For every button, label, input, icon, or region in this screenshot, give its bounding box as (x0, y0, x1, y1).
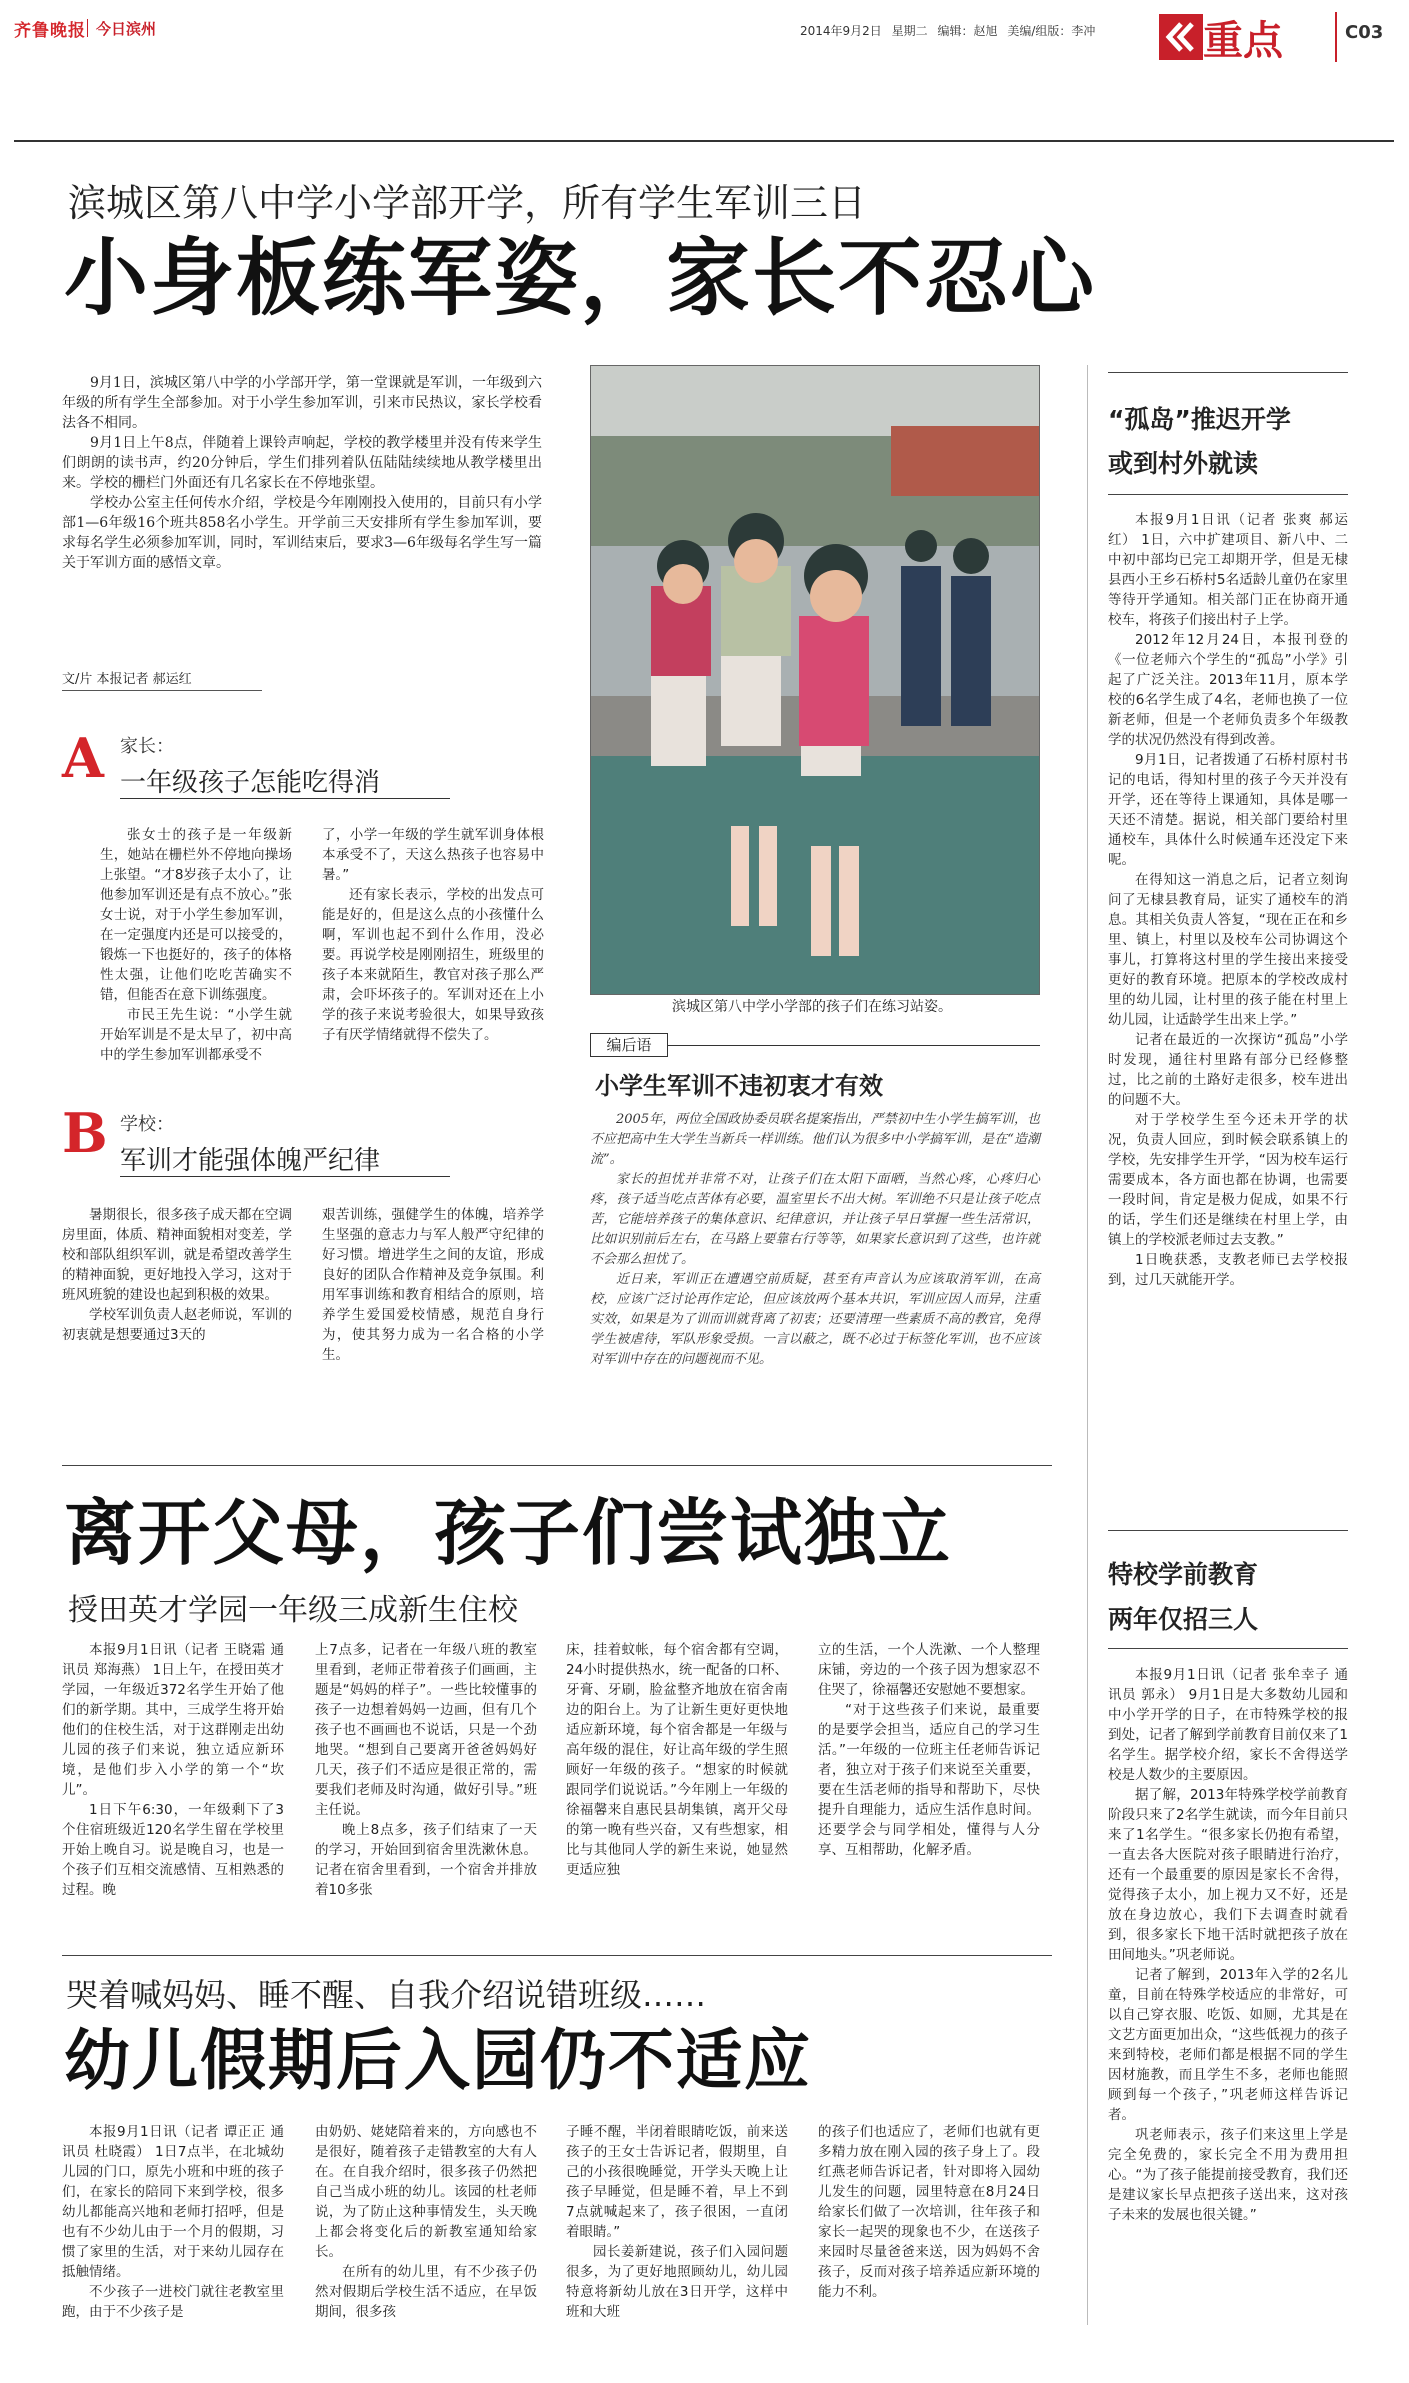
section-b-rule (120, 1176, 450, 1177)
kids-training-photo (590, 365, 1040, 995)
section-a-title: 一年级孩子怎能吃得消 (120, 768, 381, 798)
story2-subhead: 授田英才学园一年级三成新生住校 (68, 1593, 518, 1628)
story2-col3 (566, 1640, 788, 1880)
paragraph: 1日下午6:30，一年级剩下了3个住宿班级近120名学生留在学校里开始上晚自习。说是晚自习，也是一个孩子们互相交流感情、互相熟悉的过程。晚 (62, 1802, 284, 1898)
page-number: C03 (1345, 22, 1384, 43)
paragraph: 2012年12月24日，本报刊登的《一位老师六个学生的“孤岛”小学》引起了广泛关注。2013年11月，原本学校的6名学生成了4名，老师也换了一位新老师，但是一个老师负责多个年级教学的状况仍然没有得到改善。 (1108, 632, 1348, 748)
paragraph: 据了解，2013年特殊学校学前教育阶段只来了2名学生就读，而今年目前只来了1名学生。“很多家长仍抱有希望，一直去各大医院对孩子眼睛进行治疗，还有一个最重要的原因是家长不舍得，觉得孩子太小，加上视力又不好，还是放在身边放心，我们下去调查时就看到，很多家长下地干活时就把孩子放在田间地头。”巩老师说。 (1108, 1787, 1348, 1963)
sidebar2-body (1108, 1665, 1348, 2225)
section-a-tag: 家长： (120, 736, 174, 757)
section-b-tag: 学校： (120, 1114, 174, 1135)
section-a-rule (120, 798, 450, 799)
paragraph: 本报9月1日讯（记者 谭正正 通讯员 杜晓霞） 1日7点半，在北城幼儿园的门口，原先小班和中班的孩子们，在家长的陪同下来到学校，很多幼儿都能高兴地和老师打招呼，但是也有不少幼儿由于一个月的假期，习惯了家里的生活，对于来幼儿园存在抵触情绪。 (62, 2124, 284, 2280)
sidebar1-body (1108, 510, 1348, 1290)
column-divider (1087, 365, 1088, 2325)
paragraph: “对于这些孩子们来说，最重要的是要学会担当，适应自己的学习生活。”一年级的一位班主任老师告诉记者，独立对于孩子们来说至关重要，要在生活老师的指导和帮助下，尽快提升自理能力，适应生活作息时间。还要学会与同学相处，懂得与人分享、互相帮助，化解矛盾。 (818, 1702, 1040, 1858)
paragraph: 本报9月1日讯（记者 张爽 郝运红） 1日，六中扩建项目、新八中、二中初中部均已完工却期开学，但是无棣县西小王乡石桥村5名适龄儿童仍在家里等待开学通知。相关部门正在协商开通校车，将孩子们接出村子上学。 (1108, 512, 1348, 628)
story2-col2 (315, 1640, 537, 1900)
designer-credit: 美编/组版：李冲 (1007, 24, 1096, 38)
paragraph: 艰苦训练，强健学生的体魄，培养学生坚强的意志力与军人般严守纪律的好习惯。增进学生之间的友谊，形成良好的团队合作精神及竞争氛围。利用军事训练和教育相结合的原则，培养学生爱国爱校情感，规范自身行为，使其努力成为一名合格的小学生。 (322, 1207, 544, 1363)
paragraph: 记者在最近的一次探访“孤岛”小学时发现，通往村里路有部分已经修整过，比之前的土路好走很多，校车进出的问题不大。 (1108, 1032, 1348, 1108)
sidebar1-title-line1: “孤岛”推迟开学 (1108, 405, 1291, 434)
paragraph: 不少孩子一进校门就往老教室里跑，由于不少孩子是 (62, 2284, 284, 2320)
story1-byline: 文/片 本报记者 郝运红 (62, 672, 192, 687)
editorial-rule (668, 1045, 1040, 1046)
masthead-divider (1335, 12, 1337, 62)
paragraph: 1日晚获悉，支教老师已去学校报到，过几天就能开学。 (1108, 1252, 1348, 1288)
section-b-col2 (322, 1205, 544, 1365)
story3-col3 (566, 2122, 788, 2322)
paragraph: 上7点多，记者在一年级八班的教室里看到，老师正带着孩子们画画，主题是“妈妈的样子”。一些比较懂事的孩子一边想着妈妈一边画，但有几个孩子也不画画也不说话，只是一个劲地哭。“想到自己要离开爸爸妈妈好几天，孩子们不适应是很正常的，需要我们老师及时沟通，做好引导。”班主任说。 (315, 1642, 537, 1818)
paragraph: 2005年，两位全国政协委员联名提案指出，严禁初中生小学生搞军训，也不应把高中生大学生当新兵一样训练。他们认为很多中小学搞军训，是在“造潮流”。 (590, 1112, 1040, 1167)
paragraph: 巩老师表示，孩子们来这里上学是完全免费的，家长完全不用为费用担心。“为了孩子能提前接受教育，我们还是建议家长早点把孩子送出来，这对孩子未来的发展也很关键。” (1108, 2127, 1348, 2223)
kids-training-illustration (591, 366, 1040, 995)
paragraph: 在得知这一消息之后，记者立刻询问了无棣县教育局，证实了通校车的消息。其相关负责人答复，“现在正在和乡里、镇上，村里以及校车公司协调这个事儿，打算将这村里的学生接出来接受更好的教育环境。把原本的学校改成村里的幼儿园，让村里的孩子能在村里上幼儿园，让适龄学生出来上学。” (1108, 872, 1348, 1028)
sidebar2-title-line1: 特校学前教育 (1108, 1560, 1259, 1589)
paragraph: 本报9月1日讯（记者 王晓霜 通讯员 郑海燕） 1日上午，在授田英才学园，一年级近372名学生开始了他们的新学期。其中，三成学生将开始他们的住校生活，对于这群刚走出幼儿园的孩子们来说，独立适应新环境，是他们步入小学的第一个“坎儿”。 (62, 1642, 284, 1798)
paragraph: 近日来，军训正在遭遇空前质疑，甚至有声音认为应该取消军训，在高校，应该广泛讨论再作定论，但应该放两个基本共识，军训应因人而异，注重实效，如果是为了训而训就背离了初衷；还要清理一些素质不高的教官，免得学生被虐待，军队形象受损。一言以蔽之，既不必过于标签化军训，也不应该对军训中存在的问题视而不见。 (590, 1272, 1040, 1367)
newspaper-brand: 齐鲁晚报 (14, 21, 86, 41)
editor-credit: 编辑：赵旭 (937, 24, 998, 38)
section-a-letter: A (62, 726, 104, 790)
byline-rule (62, 690, 262, 691)
story3-col2 (315, 2122, 537, 2322)
story3-col1 (62, 2122, 284, 2322)
story1-kicker: 滨城区第八中学小学部开学，所有学生军训三日 (68, 181, 867, 225)
photo-caption: 滨城区第八中学小学部的孩子们在练习站姿。 (672, 999, 952, 1015)
paragraph: 还有家长表示，学校的出发点可能是好的，但是这么点的小孩懂什么啊，军训也起不到什么作用，没必要。再说学校是刚刚招生，班级里的孩子本来就陌生，教官对孩子那么严肃，会吓坏孩子的。军训对还在上小学的孩子来说考验很大，如果导致孩子有厌学情绪就得不偿失了。 (322, 887, 544, 1043)
section-a-col2 (322, 825, 544, 1045)
paragraph: 立的生活，一个人洗漱、一个人整理床铺，旁边的一个孩子因为想家忍不住哭了，徐福馨还安慰她不要想家。 (818, 1642, 1040, 1698)
paragraph: 家长的担忧并非常不对，让孩子们在太阳下面晒，当然心疼，心疼归心疼，孩子适当吃点苦体有必要，温室里长不出大树。军训绝不只是让孩子吃点苦，它能培养孩子的集体意识、纪律意识，并让孩子早日掌握一些生活常识，比如识别前后左右，在马路上要靠右行等等，如果家长意识到了这些，也许就不会那么担忧了。 (590, 1172, 1040, 1267)
section-key-label: 重点 (1203, 18, 1283, 64)
paragraph: 暑期很长，很多孩子成天都在空调房里面，体质、精神面貌相对变差，学校和部队组织军训，就是希望改善学生的精神面貌，更好地投入学习，这对于班风班貌的建设也起到积极的效果。 (62, 1207, 292, 1303)
paragraph: 的孩子们也适应了，老师们也就有更多精力放在刚入园的孩子身上了。段红燕老师告诉记者，针对即将入园幼儿发生的问题，园里特意在8月24日给家长们做了一次培训，往年孩子和家长一起哭的现象也不少，在送孩子来园时尽量爸爸来送，因为妈妈不舍孩子，反而对孩子培养适应新环境的能力不利。 (818, 2124, 1040, 2300)
paragraph: 9月1日，记者拨通了石桥村原村书记的电话，得知村里的孩子今天并没有开学，还在等待上课通知，具体是哪一天还不清楚。据说，相关部门要给村里通校车，具体什么时候通车还没定下来呢。 (1108, 752, 1348, 868)
section-b-letter: B (62, 1101, 108, 1165)
paragraph: 学校办公室主任何传水介绍，学校是今年刚刚投入使用的，目前只有小学部1—6年级16个班共858名小学生。开学前三天安排所有学生参加军训，要求每名学生必须参加军训，同时，军训结束后，要求3—6年级每名学生写一篇关于军训方面的感悟文章。 (62, 495, 542, 571)
sidebar1-title-line2: 或到村外就读 (1108, 449, 1259, 478)
double-chevron-left-icon (1159, 14, 1203, 60)
story3-col4 (818, 2122, 1040, 2302)
issue-weekday: 星期二 (891, 24, 928, 38)
paragraph: 对于学校学生至今还未开学的状况，负责人回应，到时候会联系镇上的学校，先安排学生开学，“因为校车运行需要成本，各方面也都在协调，也需要一段时间，肯定是极力促成，如果不行的话，学生们还是继续在村里上学，由镇上的学校派老师过去支教。” (1108, 1112, 1348, 1248)
story3-top-rule (62, 1955, 1052, 1956)
issue-meta (800, 22, 1095, 39)
section-b-col1 (62, 1205, 292, 1345)
sidebar2-bottom-rule (1108, 1648, 1348, 1649)
sidebar2-title-line2: 两年仅招三人 (1108, 1605, 1259, 1634)
paragraph: 记者了解到，2013年入学的2名儿童，目前在特殊学校适应的非常好，可以自己穿衣服、吃饭、如厕，尤其是在文艺方面更加出众，“这些低视力的孩子来到特校，老师们都是根据不同的学生因材施教，而且学生不多，老师也能照顾到每一个孩子，”巩老师这样告诉记者。 (1108, 1967, 1348, 2123)
paragraph: 由奶奶、姥姥陪着来的，方向感也不是很好，随着孩子走错教室的大有人在。在自我介绍时，很多孩子仍然把自己当成小班的幼儿。该园的杜老师说，为了防止这种事情发生，头天晚上都会将变化后的新教室通知给家长。 (315, 2124, 537, 2260)
paragraph: 晚上8点多，孩子们结束了一天的学习，开始回到宿舍里洗漱休息。记者在宿舍里看到，一个宿舍并排放着10多张 (315, 1822, 537, 1898)
paragraph: 9月1日，滨城区第八中学的小学部开学，第一堂课就是军训，一年级到六年级的所有学生全部参加。对于小学生参加军训，引来市民热议，家长学校看法各不相同。 (62, 375, 542, 431)
paragraph: 市民王先生说：“小学生就开始军训是不是太早了，初中高中的学生参加军训都承受不 (100, 1007, 292, 1063)
issue-date: 2014年9月2日 (800, 24, 882, 38)
story1-lead (62, 373, 542, 573)
paragraph: 本报9月1日讯（记者 张牟幸子 通讯员 郭永） 9月1日是大多数幼儿园和中小学开学的日子，在市特殊学校的报到处，记者了解到学前教育目前仅来了1名学生。据学校介绍，家长不舍得送学校是人数少的主要原因。 (1108, 1667, 1348, 1783)
masthead-separator (87, 19, 88, 37)
story3-kicker: 哭着喊妈妈、睡不醒、自我介绍说错班级…… (66, 1976, 707, 2014)
story1-headline: 小身板练军姿，家长不忍心 (64, 228, 1097, 327)
paragraph: 在所有的幼儿里，有不少孩子仍然对假期后学校生活不适应，在早饭期间，很多孩 (315, 2264, 537, 2320)
editorial-label: 编后语 (590, 1033, 668, 1057)
story2-col1 (62, 1640, 284, 1900)
story2-top-rule (62, 1465, 1052, 1466)
story2-col4 (818, 1640, 1040, 1860)
editorial-body (590, 1110, 1040, 1370)
section-name: 今日滨州 (96, 20, 157, 38)
story3-headline: 幼儿假期后入园仍不适应 (64, 2021, 812, 2099)
editorial-title: 小学生军训不违初衷才有效 (595, 1072, 883, 1100)
paragraph: 子睡不醒，半闭着眼睛吃饭，前来送孩子的王女士告诉记者，假期里，自己的小孩很晚睡觉，开学头天晚上让孩子早睡觉，但是睡不着，早上不到7点就喊起来了，孩子很困，一直闭着眼睛。” (566, 2124, 788, 2240)
paragraph: 学校军训负责人赵老师说，军训的初衷就是想要通过3天的 (62, 1307, 292, 1343)
paragraph: 了，小学一年级的学生就军训身体根本承受不了，天这么热孩子也容易中暑。” (322, 827, 544, 883)
sidebar1-top-rule (1108, 372, 1348, 373)
paragraph: 园长姜新建说，孩子们入园问题很多，为了更好地照顾幼儿，幼儿园特意将新幼儿放在3日开学，这样中班和大班 (566, 2244, 788, 2320)
paragraph: 9月1日上午8点，伴随着上课铃声响起，学校的教学楼里并没有传来学生们朗朗的读书声，约20分钟后，学生们排列着队伍陆陆续续地从教学楼里出来。学校的栅栏门外面还有几名家长在不停地张望。 (62, 435, 542, 491)
section-b-title: 军训才能强体魄严纪律 (120, 1146, 381, 1176)
sidebar2-top-rule (1108, 1530, 1348, 1531)
paragraph: 张女士的孩子是一年级新生，她站在栅栏外不停地向操场上张望。“才8岁孩子太小了，让他参加军训还是有点不放心。”张女士说，对于小学生参加军训，在一定强度内还是可以接受的，锻炼一下也挺好的，孩子的体格性太强，让他们吃吃苦确实不错，但能否在意下训练强度。 (100, 827, 292, 1003)
masthead-rule (14, 140, 1394, 142)
sidebar1-bottom-rule (1108, 494, 1348, 495)
section-a-col1 (100, 825, 292, 1065)
paragraph: 床，挂着蚊帐，每个宿舍都有空调，24小时提供热水，统一配备的口杯、牙膏、牙刷，脸盆整齐地放在宿舍南边的阳台上。为了让新生更好更快地适应新环境，每个宿舍都是一年级与高年级的混住，好让高年级的学生照顾好一年级的孩子。“想家的时候就跟同学们说说话。”今年刚上一年级的徐福馨来自惠民县胡集镇，离开父母的第一晚有些兴奋，又有些想家，相比与其他同人学的新生来说，她显然更适应独 (566, 1642, 788, 1878)
story2-headline: 离开父母，孩子们尝试独立 (64, 1490, 953, 1575)
